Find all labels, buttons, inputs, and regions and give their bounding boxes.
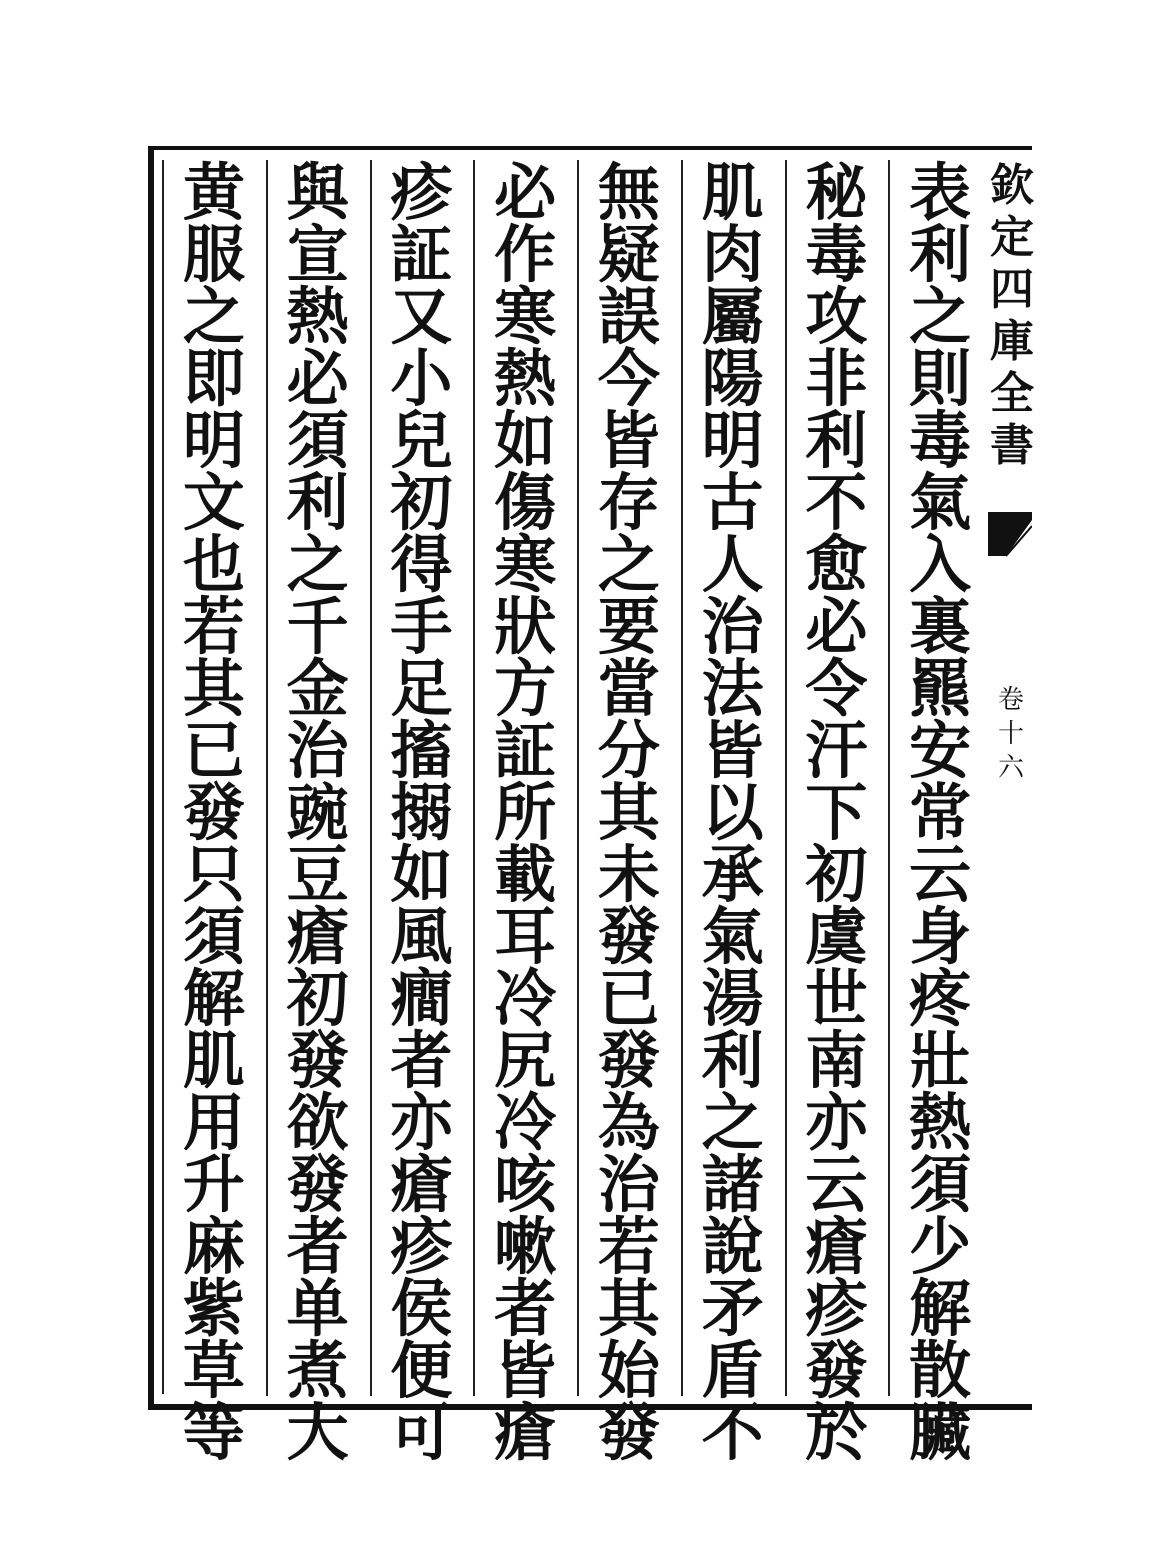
glyph: 未 [597, 838, 660, 911]
glyph: 癎 [390, 962, 453, 1035]
glyph: 搐 [390, 714, 453, 787]
glyph: 耳 [494, 900, 557, 973]
glyph: 瘡 [390, 1148, 453, 1221]
glyph: 臟 [909, 1396, 972, 1469]
glyph: 疹 [390, 1210, 453, 1283]
glyph: 手 [390, 590, 453, 663]
glyph: 載 [494, 838, 557, 911]
glyph: 裏 [909, 590, 972, 663]
glyph: 之 [286, 528, 349, 601]
glyph: 利 [286, 466, 349, 539]
glyph: 愈 [805, 528, 868, 601]
glyph: 之 [701, 1086, 764, 1159]
glyph: 咳 [494, 1148, 557, 1221]
glyph: 皆 [597, 404, 660, 477]
glyph: 攻 [805, 280, 868, 353]
glyph: 亦 [390, 1086, 453, 1159]
glyph: 矛 [701, 1272, 764, 1345]
glyph: 南 [805, 1024, 868, 1097]
column-divider [473, 160, 475, 1396]
glyph: 欲 [286, 1086, 349, 1159]
glyph: 風 [390, 900, 453, 973]
glyph: 皆 [494, 1334, 557, 1407]
glyph: 单 [286, 1272, 349, 1345]
glyph: 發 [597, 1024, 660, 1097]
glyph: 當 [597, 652, 660, 725]
glyph: 者 [494, 1272, 557, 1345]
glyph: 之 [909, 280, 972, 353]
glyph: 得 [390, 528, 453, 601]
book-title: 欽 定 四 庫 全 書 [990, 160, 1034, 471]
glyph: 侯 [390, 1272, 453, 1345]
glyph: 肌 [701, 156, 764, 229]
glyph: 身 [909, 900, 972, 973]
glyph: 金 [286, 652, 349, 725]
glyph: 只 [182, 838, 245, 911]
glyph: 肉 [701, 218, 764, 291]
text-column [691, 156, 775, 1469]
glyph: 羆 [909, 652, 972, 725]
glyph: 之 [597, 528, 660, 601]
glyph: 者 [286, 1210, 349, 1283]
glyph: 所 [494, 776, 557, 849]
glyph: 又 [390, 280, 453, 353]
glyph: 小 [390, 342, 453, 415]
volume-label: 卷 十 六 [997, 685, 1024, 783]
glyph: 熱 [494, 342, 557, 415]
glyph: 瘡 [286, 900, 349, 973]
glyph: 熱 [286, 280, 349, 353]
glyph: 搦 [390, 776, 453, 849]
glyph: 也 [182, 528, 245, 601]
glyph: 証 [390, 218, 453, 291]
glyph: 云 [805, 1148, 868, 1221]
glyph: 文 [182, 466, 245, 539]
glyph: 利 [701, 1024, 764, 1097]
glyph: 瘡 [805, 1210, 868, 1283]
glyph: 要 [597, 590, 660, 663]
glyph: 今 [597, 342, 660, 415]
glyph: 麻 [182, 1210, 245, 1283]
glyph: 於 [805, 1396, 868, 1469]
glyph: 說 [701, 1210, 764, 1283]
text-column [172, 156, 256, 1469]
glyph: 不 [701, 1396, 764, 1469]
glyph: 壯 [909, 1024, 972, 1097]
glyph: 入 [909, 528, 972, 601]
glyph: 古 [701, 466, 764, 539]
glyph: 必 [494, 156, 557, 229]
glyph: 作 [494, 218, 557, 291]
glyph: 若 [597, 1210, 660, 1283]
glyph: 皆 [701, 714, 764, 787]
glyph: 之 [182, 280, 245, 353]
glyph: 利 [909, 218, 972, 291]
glyph: 發 [597, 1396, 660, 1469]
glyph: 治 [597, 1148, 660, 1221]
glyph: 寒 [494, 280, 557, 353]
glyph: 必 [286, 342, 349, 415]
glyph: 非 [805, 342, 868, 415]
glyph: 疼 [909, 962, 972, 1035]
glyph: 承 [701, 838, 764, 911]
glyph: 如 [494, 404, 557, 477]
glyph: 已 [597, 962, 660, 1035]
glyph: 少 [909, 1210, 972, 1283]
glyph: 發 [286, 1148, 349, 1221]
glyph: 疹 [805, 1272, 868, 1345]
glyph: 寒 [494, 528, 557, 601]
column-divider [888, 160, 890, 1396]
text-column [483, 156, 567, 1469]
glyph: 發 [597, 900, 660, 973]
glyph: 亦 [805, 1086, 868, 1159]
glyph: 則 [909, 342, 972, 415]
glyph: 其 [182, 652, 245, 725]
glyph: 令 [805, 652, 868, 725]
glyph: 發 [805, 1334, 868, 1407]
column-divider [266, 160, 268, 1396]
glyph: 須 [909, 1148, 972, 1221]
glyph: 氣 [701, 900, 764, 973]
glyph: 升 [182, 1148, 245, 1221]
glyph: 無 [597, 156, 660, 229]
glyph: 虞 [805, 900, 868, 973]
glyph: 不 [805, 466, 868, 539]
glyph: 屬 [701, 280, 764, 353]
column-divider [681, 160, 683, 1396]
glyph: 尻 [494, 1024, 557, 1097]
glyph: 証 [494, 714, 557, 787]
glyph: 便 [390, 1334, 453, 1407]
glyph: 解 [909, 1272, 972, 1345]
glyph: 利 [805, 404, 868, 477]
text-column [379, 156, 463, 1469]
glyph: 初 [805, 838, 868, 911]
glyph: 其 [597, 1272, 660, 1345]
glyph: 初 [286, 962, 349, 1035]
text-column [794, 156, 878, 1469]
glyph: 氣 [909, 466, 972, 539]
glyph: 瘡 [494, 1396, 557, 1469]
glyph: 始 [597, 1334, 660, 1407]
glyph: 為 [597, 1086, 660, 1159]
glyph: 盾 [701, 1334, 764, 1407]
glyph: 人 [701, 528, 764, 601]
glyph: 可 [390, 1396, 453, 1469]
glyph: 湯 [701, 962, 764, 1035]
glyph: 等 [182, 1396, 245, 1469]
glyph: 熱 [909, 1086, 972, 1159]
glyph: 疹 [390, 156, 453, 229]
glyph: 解 [182, 962, 245, 1035]
glyph: 嗽 [494, 1210, 557, 1283]
glyph: 千 [286, 590, 349, 663]
glyph: 須 [182, 900, 245, 973]
glyph: 世 [805, 962, 868, 1035]
text-column [587, 156, 671, 1469]
glyph: 冷 [494, 1086, 557, 1159]
glyph: 用 [182, 1086, 245, 1159]
glyph: 陽 [701, 342, 764, 415]
glyph: 疑 [597, 218, 660, 291]
column-divider [370, 160, 372, 1396]
glyph: 服 [182, 218, 245, 291]
glyph: 明 [701, 404, 764, 477]
column-divider [577, 160, 579, 1396]
glyph: 其 [597, 776, 660, 849]
glyph: 煮 [286, 1334, 349, 1407]
glyph: 與 [286, 156, 349, 229]
glyph: 誤 [597, 280, 660, 353]
glyph: 黄 [182, 156, 245, 229]
glyph: 下 [805, 776, 868, 849]
glyph: 發 [286, 1024, 349, 1097]
glyph: 傷 [494, 466, 557, 539]
glyph: 表 [909, 156, 972, 229]
glyph: 紫 [182, 1272, 245, 1345]
glyph: 豆 [286, 838, 349, 911]
column-divider [785, 160, 787, 1396]
glyph: 足 [390, 652, 453, 725]
glyph: 散 [909, 1334, 972, 1407]
glyph: 明 [182, 404, 245, 477]
glyph: 方 [494, 652, 557, 725]
glyph: 宣 [286, 218, 349, 291]
glyph: 存 [597, 466, 660, 539]
glyph: 狀 [494, 590, 557, 663]
glyph: 草 [182, 1334, 245, 1407]
glyph: 冷 [494, 962, 557, 1035]
glyph: 分 [597, 714, 660, 787]
glyph: 者 [390, 1024, 453, 1097]
glyph: 已 [182, 714, 245, 787]
glyph: 發 [182, 776, 245, 849]
glyph: 云 [909, 838, 972, 911]
glyph: 初 [390, 466, 453, 539]
glyph: 秘 [805, 156, 868, 229]
glyph: 安 [909, 714, 972, 787]
glyph: 即 [182, 342, 245, 415]
glyph: 豌 [286, 776, 349, 849]
glyph: 毒 [909, 404, 972, 477]
glyph: 如 [390, 838, 453, 911]
glyph: 兒 [390, 404, 453, 477]
glyph: 法 [701, 652, 764, 725]
fishtail-mark [988, 512, 1032, 572]
glyph: 毒 [805, 218, 868, 291]
glyph: 治 [286, 714, 349, 787]
glyph: 常 [909, 776, 972, 849]
glyph: 肌 [182, 1024, 245, 1097]
text-column [276, 156, 360, 1469]
glyph: 諸 [701, 1148, 764, 1221]
glyph: 須 [286, 404, 349, 477]
glyph: 治 [701, 590, 764, 663]
glyph: 大 [286, 1396, 349, 1469]
glyph: 以 [701, 776, 764, 849]
text-column [898, 156, 982, 1469]
glyph: 必 [805, 590, 868, 663]
glyph: 汗 [805, 714, 868, 787]
glyph: 若 [182, 590, 245, 663]
